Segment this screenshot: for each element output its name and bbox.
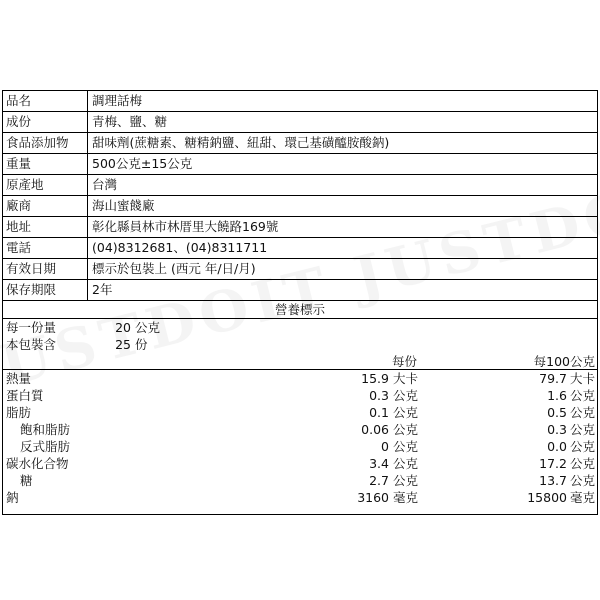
nutrient-unit-per-100g: 公克 (570, 422, 596, 437)
info-label: 廠商 (3, 196, 88, 216)
info-row (3, 196, 597, 217)
nutrient-unit-per-serving: 公克 (393, 456, 419, 471)
nutrient-unit-per-100g: 公克 (570, 388, 596, 403)
nutrient-unit-per-serving: 大卡 (393, 371, 419, 386)
nutrient-unit-per-100g: 公克 (570, 456, 596, 471)
serving-value: 20 (115, 320, 131, 335)
info-value: 彰化縣員林市林厝里大饒路169號 (92, 219, 279, 234)
nutrient-name: 熱量 (6, 371, 32, 386)
pack-label: 本包裝含 (6, 337, 57, 352)
col-per-100g: 每100公克 (533, 354, 595, 369)
info-row (3, 112, 597, 133)
serving-label: 每一份量 (6, 320, 57, 335)
info-row (3, 259, 597, 280)
info-value: 甜味劑(蔗糖素、糖精鈉鹽、紐甜、環己基磺醯胺酸鈉) (92, 135, 390, 150)
info-row (3, 238, 597, 259)
nutrient-value-per-serving: 3.4 (369, 456, 389, 471)
nutrient-value-per-100g: 1.6 (547, 388, 567, 403)
info-row (3, 91, 597, 112)
nutrient-name: 飽和脂肪 (20, 422, 71, 437)
info-row (3, 280, 597, 301)
info-row (3, 175, 597, 196)
info-value: 500公克±15公克 (92, 156, 193, 171)
info-row (3, 154, 597, 175)
nutrient-unit-per-100g: 公克 (570, 439, 596, 454)
info-value: 台灣 (92, 177, 118, 192)
nutrient-value-per-serving: 3160 (357, 490, 389, 505)
info-value: (04)8312681、(04)8311711 (92, 240, 268, 255)
nutrient-value-per-serving: 0.1 (369, 405, 389, 420)
col-per-serving: 每份 (391, 354, 417, 369)
info-row (3, 133, 597, 154)
nutrient-name: 鈉 (6, 490, 19, 505)
nutrient-unit-per-100g: 毫克 (570, 490, 596, 505)
product-label-table (2, 90, 598, 515)
nutrient-value-per-100g: 0.3 (547, 422, 567, 437)
info-label: 品名 (3, 91, 88, 111)
serving-unit: 公克 (135, 320, 161, 335)
nutrient-value-per-100g: 15800 (527, 490, 567, 505)
info-value: 調理話梅 (92, 93, 143, 108)
nutrient-unit-per-serving: 公克 (393, 422, 419, 437)
nutrient-value-per-100g: 79.7 (539, 371, 567, 386)
nutrient-value-per-serving: 15.9 (361, 371, 389, 386)
nutrient-name: 糖 (20, 473, 33, 488)
nutrient-value-per-serving: 2.7 (369, 473, 389, 488)
info-value: 青梅、鹽、糖 (92, 114, 168, 129)
info-label: 電話 (3, 238, 88, 258)
nutrient-unit-per-serving: 公克 (393, 473, 419, 488)
info-value: 海山蜜餞廠 (92, 198, 155, 213)
nutrient-unit-per-serving: 公克 (393, 405, 419, 420)
nutrient-unit-per-100g: 公克 (570, 405, 596, 420)
info-label: 地址 (3, 217, 88, 237)
nutrient-name: 反式脂肪 (20, 439, 71, 454)
nutrient-name: 碳水化合物 (6, 456, 69, 471)
info-label: 有效日期 (3, 259, 88, 279)
nutrient-value-per-serving: 0.3 (369, 388, 389, 403)
nutrient-unit-per-100g: 公克 (570, 473, 596, 488)
info-label: 成份 (3, 112, 88, 132)
nutrient-name: 蛋白質 (6, 388, 44, 403)
info-label: 食品添加物 (3, 133, 88, 153)
info-label: 原產地 (3, 175, 88, 195)
nutrient-unit-per-serving: 毫克 (393, 490, 419, 505)
nutrient-value-per-100g: 17.2 (539, 456, 567, 471)
nutrition-title: 營養標示 (3, 301, 597, 319)
nutrient-unit-per-serving: 公克 (393, 388, 419, 403)
nutrient-value-per-100g: 0.5 (547, 405, 567, 420)
nutrient-value-per-serving: 0 (381, 439, 389, 454)
info-row (3, 217, 597, 238)
info-label: 保存期限 (3, 280, 88, 300)
info-label: 重量 (3, 154, 88, 174)
info-value: 標示於包裝上 (西元 年/日/月) (92, 261, 256, 276)
nutrient-value-per-serving: 0.06 (361, 422, 389, 437)
nutrient-name: 脂肪 (6, 405, 32, 420)
nutrient-value-per-100g: 13.7 (539, 473, 567, 488)
nutrient-unit-per-serving: 公克 (393, 439, 419, 454)
nutrient-value-per-100g: 0.0 (547, 439, 567, 454)
pack-value: 25 (115, 337, 131, 352)
pack-unit: 份 (135, 337, 148, 352)
info-value: 2年 (92, 282, 113, 297)
nutrient-unit-per-100g: 大卡 (570, 371, 596, 386)
